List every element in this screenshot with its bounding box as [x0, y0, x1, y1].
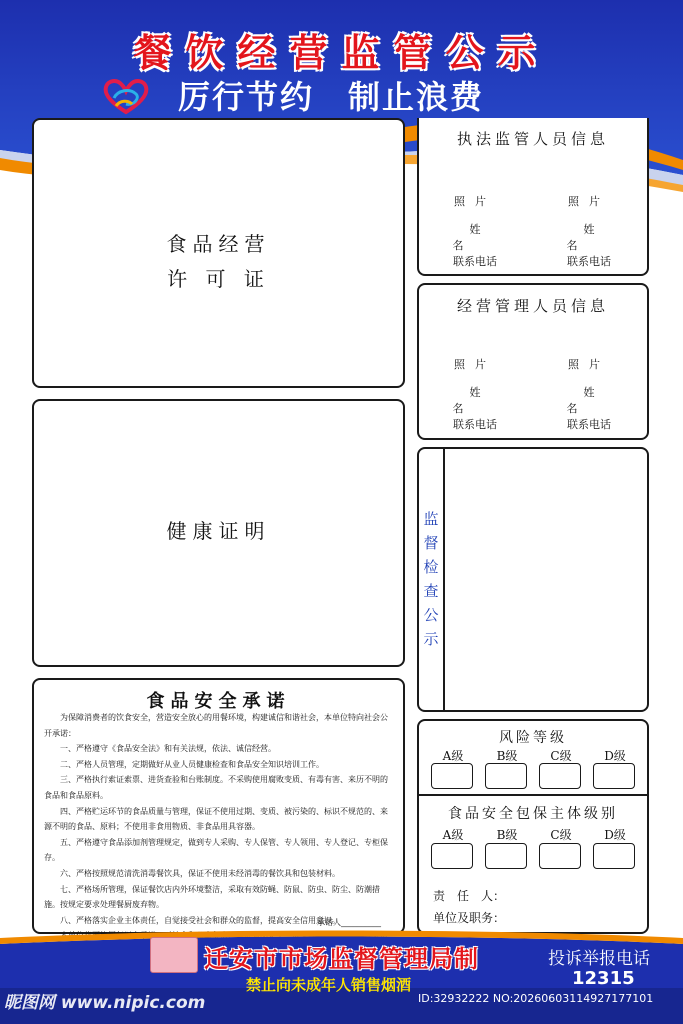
photo-label: 照片	[568, 358, 610, 371]
no-minor-sales-warning: 禁止向未成年人销售烟酒	[246, 976, 412, 994]
management-person-1	[435, 357, 515, 433]
promise-paragraph: 二、严格人员管理，定期做好从业人员健康检查和食品安全知识培训工作。	[60, 759, 324, 769]
name-label: 姓名	[566, 223, 629, 252]
subject-level-a-checkbox[interactable]	[431, 843, 473, 869]
promise-paragraph: 八、严格落实企业主体责任，自觉接受社会和群众的监督，提高安全信用意识。	[60, 915, 340, 925]
risk-level-panel	[417, 719, 649, 934]
promise-paragraph: 三、严格执行索证索票、进货查验和台账制度。不采购使用腐败变质、有毒有害、来历不明的食品和食品原料。	[44, 775, 388, 800]
health-certificate-panel	[32, 399, 405, 667]
promise-paragraph: 六、严格按照规范清洗消毒餐饮具，保证不使用未经消毒的餐饮具和包装材料。	[60, 868, 340, 878]
subject-level-d-checkbox[interactable]	[593, 843, 635, 869]
management-person-2	[549, 357, 629, 433]
enforcement-staff-panel	[417, 118, 649, 276]
official-seal-icon	[150, 937, 198, 973]
enforcement-staff-title: 执法监管人员信息	[456, 130, 609, 148]
license-panel	[32, 118, 405, 388]
heart-ribbon-logo-icon	[102, 76, 150, 116]
promise-signer: 承诺人__________	[317, 918, 381, 927]
subject-level-title: 食品安全包保主体级别	[448, 806, 618, 822]
inspection-panel	[417, 447, 649, 712]
risk-level-a-label: A级	[442, 749, 464, 763]
unit-position-label: 单位及职务：	[433, 911, 506, 925]
license-label-line2: 许 可 证	[167, 267, 270, 291]
risk-level-b-label: B级	[496, 749, 518, 763]
name-label: 姓名	[452, 386, 515, 415]
risk-level-d-checkbox[interactable]	[593, 763, 635, 789]
promise-paragraph: 七、严格场所管理，保证餐饮店内外环境整洁，采取有效防蝇、防鼠、防虫、防尘、防潮措施。按规定要求处理餐厨废弃物。	[44, 884, 380, 910]
risk-level-c-label: C级	[550, 749, 572, 763]
photo-label: 照片	[568, 195, 610, 208]
subject-level-c-label: C级	[550, 828, 572, 842]
management-staff-title: 经营管理人员信息	[456, 297, 609, 315]
phone-label: 联系电话	[567, 418, 611, 431]
risk-divider	[419, 794, 647, 796]
risk-level-a-checkbox[interactable]	[431, 763, 473, 789]
watermark-site: 昵图网 www.nipic.com	[4, 993, 206, 1013]
risk-level-c-checkbox[interactable]	[539, 763, 581, 789]
page-title: 餐饮经营监管公示	[133, 31, 550, 75]
risk-level-b-checkbox[interactable]	[485, 763, 527, 789]
watermark-id: ID:32932222 NO:20260603114927177101	[418, 992, 654, 1005]
promise-paragraph: 五、严格遵守食品添加剂管理规定，做到专人采购、专人保管、专人领用、专人登记、专柜保存。	[44, 837, 388, 863]
subject-level-a-label: A级	[442, 828, 464, 842]
photo-label: 照片	[454, 195, 496, 208]
subject-level-d-label: D级	[604, 828, 626, 842]
promise-paragraph: 四、严格贮运环节的食品质量与管理，保证不使用过期、变质、被污染的、标识不规范的、来源不明的食品、原料；不使用非食用物质、非食品用具容器。	[44, 806, 388, 832]
hotline-label: 投诉举报电话	[548, 949, 650, 969]
phone-label: 联系电话	[453, 255, 497, 268]
management-staff-panel	[417, 283, 649, 440]
promise-paragraph: 一、严格遵守《食品安全法》和有关法规，依法、诚信经营。	[60, 744, 276, 754]
inspection-divider	[443, 449, 445, 710]
enforcement-person-1	[435, 194, 515, 270]
health-certificate-label: 健康证明	[166, 519, 271, 543]
promise-paragraph: 为保障消费者的饮食安全，营造安全放心的用餐环境，构建诚信和谐社会，本单位特向社会公开承诺：	[44, 713, 388, 738]
photo-label: 照片	[454, 358, 496, 371]
risk-level-title: 风险等级	[499, 730, 567, 746]
food-safety-promise-panel	[32, 678, 405, 934]
issuer-label: 迁安市市场监督管理局制	[204, 945, 479, 973]
subject-level-b-label: B级	[496, 828, 518, 842]
subject-level-b-checkbox[interactable]	[485, 843, 527, 869]
name-label: 姓名	[566, 386, 629, 415]
promise-title: 食品安全承诺	[146, 691, 291, 712]
enforcement-person-2	[549, 194, 629, 270]
inspection-label: 监 督 检 查 公 示	[423, 510, 439, 648]
risk-level-d-label: D级	[604, 749, 626, 763]
responsible-person-label: 责 任 人：	[433, 889, 506, 903]
phone-label: 联系电话	[453, 418, 497, 431]
subject-level-c-checkbox[interactable]	[539, 843, 581, 869]
license-label-line1: 食品经营	[166, 232, 271, 256]
name-label: 姓名	[452, 223, 515, 252]
slogan: 厉行节约 制止浪费	[178, 78, 485, 116]
phone-label: 联系电话	[567, 255, 611, 268]
hotline-number: 12315	[572, 968, 635, 989]
